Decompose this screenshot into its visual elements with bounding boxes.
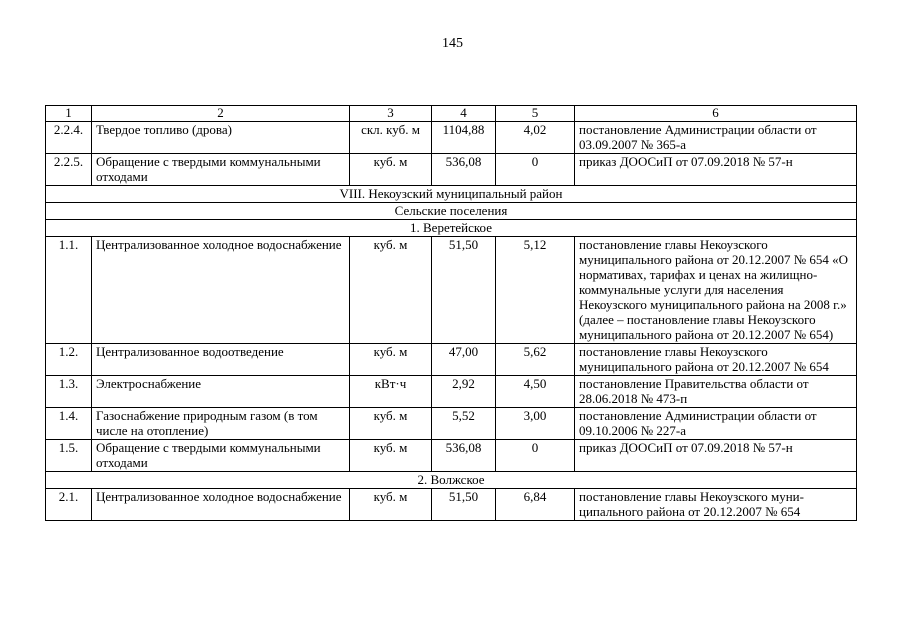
header-row: [46, 106, 857, 122]
section-row: [46, 203, 857, 220]
service-name: Централизованное холодное водоснабжение: [92, 489, 350, 521]
service-name: Твердое топливо (дрова): [92, 122, 350, 154]
row-number: 2.2.4.: [46, 122, 92, 154]
section-heading: 2. Волжское: [46, 472, 857, 489]
service-name: Обращение с твердыми коммунальными отходами: [92, 440, 350, 472]
norm-value-2: 0: [496, 154, 575, 186]
row-number: 1.2.: [46, 344, 92, 376]
legal-document: постановление Администрации области от 09.10.2006 № 227-а: [575, 408, 857, 440]
row-number: 1.1.: [46, 237, 92, 344]
unit: куб. м: [350, 344, 432, 376]
norm-value: 1104,88: [432, 122, 496, 154]
unit: куб. м: [350, 408, 432, 440]
header-cell-3: 3: [350, 106, 432, 122]
unit: кВт·ч: [350, 376, 432, 408]
norm-value: 47,00: [432, 344, 496, 376]
norm-value: 5,52: [432, 408, 496, 440]
norm-value: 536,08: [432, 440, 496, 472]
norm-value-2: 3,00: [496, 408, 575, 440]
header-cell-6: 6: [575, 106, 857, 122]
section-row: [46, 186, 857, 203]
table-row: [46, 489, 857, 521]
unit: куб. м: [350, 237, 432, 344]
service-name: Централизованное водоотведение: [92, 344, 350, 376]
legal-document: приказ ДООСиП от 07.09.2018 № 57-н: [575, 440, 857, 472]
row-number: 1.5.: [46, 440, 92, 472]
row-number: 2.1.: [46, 489, 92, 521]
row-number: 1.3.: [46, 376, 92, 408]
page-number: 145: [442, 36, 463, 51]
legal-document: постановление главы Некоузского муниципального района от 20.12.2007 № 654: [575, 344, 857, 376]
table-row: [46, 440, 857, 472]
table-row: [46, 408, 857, 440]
table-row: [46, 154, 857, 186]
legal-document: постановление Правительства области от 28.06.2018 № 473-п: [575, 376, 857, 408]
service-name: Централизованное холодное водоснабжение: [92, 237, 350, 344]
section-heading: 1. Веретейское: [46, 220, 857, 237]
row-number: 1.4.: [46, 408, 92, 440]
norm-value: 51,50: [432, 489, 496, 521]
section-row: [46, 220, 857, 237]
table-row: [46, 237, 857, 344]
legal-document: постановление главы Некоузского муни-ципального района от 20.12.2007 № 654: [575, 489, 857, 521]
norm-value-2: 5,62: [496, 344, 575, 376]
norm-value-2: 4,02: [496, 122, 575, 154]
service-name: Обращение с твердыми коммунальными отходами: [92, 154, 350, 186]
unit: куб. м: [350, 440, 432, 472]
norm-value: 2,92: [432, 376, 496, 408]
section-row: [46, 472, 857, 489]
legal-document: постановление Администрации области от 03.09.2007 № 365-а: [575, 122, 857, 154]
header-cell-5: 5: [496, 106, 575, 122]
table-row: [46, 344, 857, 376]
norm-value-2: 0: [496, 440, 575, 472]
header-cell-4: 4: [432, 106, 496, 122]
unit: куб. м: [350, 489, 432, 521]
norm-value-2: 6,84: [496, 489, 575, 521]
tariff-table: [45, 105, 857, 521]
header-cell-1: 1: [46, 106, 92, 122]
row-number: 2.2.5.: [46, 154, 92, 186]
norm-value-2: 5,12: [496, 237, 575, 344]
table-row: [46, 122, 857, 154]
norm-value-2: 4,50: [496, 376, 575, 408]
service-name: Газоснабжение природным газом (в том числе на отопление): [92, 408, 350, 440]
norm-value: 51,50: [432, 237, 496, 344]
section-heading: VIII. Некоузский муниципальный район: [46, 186, 857, 203]
legal-document: приказ ДООСиП от 07.09.2018 № 57-н: [575, 154, 857, 186]
unit: куб. м: [350, 154, 432, 186]
legal-document: постановление главы Некоузского муниципального района от 20.12.2007 № 654 «О нормативах, тарифах и ценах на жилищно-коммунальные услуги для населения Некоузского муниципального района на 2008 г.» (далее – постановление главы Некоузского муниципального района от 20.12.2007 № 654): [575, 237, 857, 344]
norm-value: 536,08: [432, 154, 496, 186]
service-name: Электроснабжение: [92, 376, 350, 408]
section-heading: Сельские поселения: [46, 203, 857, 220]
table-row: [46, 376, 857, 408]
header-cell-2: 2: [92, 106, 350, 122]
unit: скл. куб. м: [350, 122, 432, 154]
